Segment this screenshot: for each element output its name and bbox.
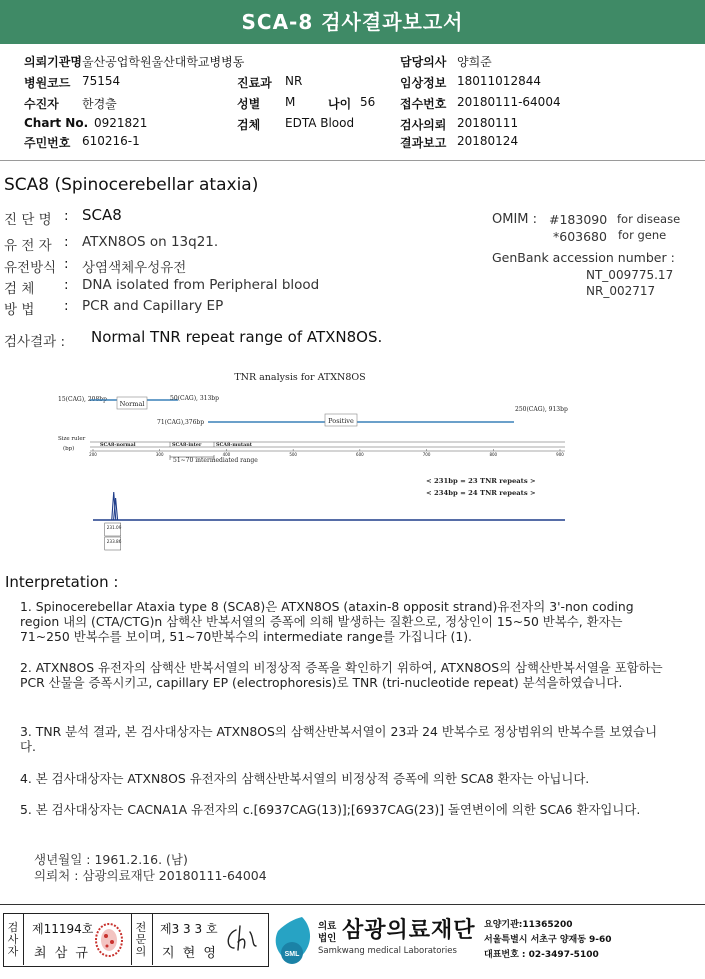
- birth-date: 생년월일 : 1961.2.16. (남): [34, 852, 188, 867]
- peak-labels: [105, 523, 122, 550]
- label-department: 진료과: [237, 76, 272, 90]
- value-chart-no: 0921821: [94, 116, 148, 130]
- label-request-date: 검사의뢰: [400, 118, 447, 132]
- stamp-seal-icon: [92, 920, 126, 960]
- info-value-inheritance: 상염색체우성유전: [82, 260, 187, 276]
- report-title: SCA-8 검사결과보고서: [0, 0, 705, 44]
- value-department: NR: [285, 74, 303, 88]
- chart-title: TNR analysis for ATXN8OS: [234, 372, 366, 383]
- section-title: SCA8 (Spinocerebellar ataxia): [4, 175, 259, 195]
- name-right: 지 현 영: [162, 946, 218, 961]
- ruler-tick-label: 900: [556, 452, 564, 457]
- genbank-label: GenBank accession number :: [492, 250, 675, 265]
- result-label: 검사결과 :: [4, 334, 66, 350]
- segment-normal: SCA8-normal: [100, 441, 136, 448]
- label-patient: 수진자: [24, 97, 59, 111]
- peak-label: 231.09: [106, 525, 122, 530]
- value-hospital-code: 75154: [82, 74, 121, 88]
- interpretation-title: Interpretation :: [5, 573, 119, 591]
- ruler-label: Size ruler: [58, 436, 86, 442]
- value-report-date: 20180124: [457, 134, 519, 148]
- license-right: 제3 3 3 호: [160, 922, 218, 936]
- label-chart-no: Chart No.: [24, 116, 89, 130]
- ruler-tick-label: 300: [155, 452, 164, 457]
- org-english: Samkwang medical Laboratories: [318, 946, 457, 956]
- info-label-gene: 유 전 자: [4, 238, 52, 254]
- ruler-tick-label: 800: [489, 452, 498, 457]
- label-doctor: 담당의사: [400, 55, 447, 69]
- label-resident-no: 주민번호: [24, 136, 71, 150]
- org-name: 삼광의료재단: [342, 918, 476, 943]
- ruler-tick-label: 700: [422, 452, 431, 457]
- info-colon: :: [64, 256, 69, 272]
- info-label-diagnosis: 진 단 명: [4, 212, 52, 228]
- org-address: 서울특별시 서초구 양재동 9-60: [484, 935, 612, 945]
- value-doctor: 양희준: [457, 55, 492, 69]
- segment-inter: SCA8-inter: [172, 441, 202, 448]
- genbank-id: NT_009775.17: [586, 268, 674, 282]
- label-accession: 접수번호: [400, 97, 447, 111]
- role-left: 검사자: [7, 921, 19, 958]
- genbank-id: NR_002717: [586, 284, 656, 298]
- range-label-positive-high: 250(CAG), 913bp: [515, 406, 568, 413]
- repeat-note: < 231bp = 23 TNR repeats >: [426, 477, 536, 485]
- intermediate-note: 51~70 intermediated range: [173, 457, 258, 464]
- label-clinical-info: 임상정보: [400, 76, 447, 90]
- ruler-tick-label: 200: [89, 452, 97, 457]
- info-label-specimen: 검 체: [4, 281, 35, 297]
- ruler-tick-label: 400: [222, 452, 231, 457]
- header-divider: [0, 160, 705, 161]
- label-age: 나이: [328, 97, 352, 111]
- info-colon: :: [64, 277, 69, 293]
- sml-logo-icon: [268, 913, 316, 967]
- value-resident-no: 610216-1: [82, 134, 140, 148]
- org-prefix-bottom: 법인: [318, 933, 337, 944]
- value-accession: 20180111-64004: [457, 95, 561, 109]
- role-right: 전문의: [135, 921, 147, 958]
- org-prefix-top: 의료: [318, 921, 337, 932]
- value-sex: M: [285, 95, 296, 109]
- label-specimen: 검체: [237, 118, 261, 132]
- value-age: 56: [360, 95, 376, 109]
- info-value-specimen: DNA isolated from Peripheral blood: [82, 277, 320, 293]
- segment-mutant: SCA8-mutant: [216, 441, 252, 448]
- range-label-normal-low: 15(CAG), 208bp: [58, 396, 107, 403]
- info-colon: :: [64, 298, 69, 314]
- interpretation-item: 1. Spinocerebellar Ataxia type 8 (SCA8)은 ATXN8OS (ataxin-8 opposit strand)유전자의 3'-non coding region 내의 (CTA/CTG)n 삼핵산 반복서열의 증폭에 의해 발생하는 질환으로, 정상인이 15~50 반복수, 환자는 71~250 반복수를 보이며, 51~70반복수의 intermediate range를 가집니다 (1).: [20, 599, 634, 644]
- range-label-normal-high: 50(CAG), 313bp: [170, 395, 219, 402]
- peak-label: 233.86: [106, 539, 122, 544]
- tnr-analysis-figure: [0, 360, 705, 560]
- info-value-diagnosis: SCA8: [82, 206, 122, 224]
- interpretation-item: 3. TNR 분석 결과, 본 검사대상자는 ATXN8OS의 삼핵산반복서열이 23과 24 반복수로 정상범위의 반복수를 보였습니다.: [20, 724, 658, 754]
- label-hospital-code: 병원코드: [24, 76, 71, 90]
- peak-group: [112, 492, 118, 520]
- signature-icon: [222, 922, 262, 956]
- footer-divider: [0, 904, 705, 905]
- ruler-tick-label: 500: [289, 452, 297, 457]
- org-code: 요양기관:11365200: [484, 920, 573, 930]
- ruler-unit: (bp): [63, 446, 75, 452]
- omim-id-disease: #183090: [549, 212, 608, 227]
- info-colon: :: [64, 234, 69, 250]
- name-left: 최 삼 규: [34, 946, 90, 961]
- omim-label: OMIM :: [492, 212, 538, 227]
- result-value: Normal TNR repeat range of ATXN8OS.: [91, 328, 383, 346]
- interpretation-item: 2. ATXN8OS 유전자의 삼핵산 반복서열의 비정상적 증폭을 확인하기 위하여, ATXN8OS의 삼핵산반복서열을 포함하는 PCR 산물을 증폭시키고, capillary EP (electrophoresis)로 TNR (tri-nucleotide repeat) 분석을하였습니다.: [20, 660, 663, 690]
- label-institution: 의뢰기관명: [24, 55, 82, 69]
- interpretation-item: 4. 본 검사대상자는 ATXN8OS 유전자의 삼핵산반복서열의 비정상적 증폭에 의한 SCA8 환자는 아닙니다.: [20, 771, 590, 786]
- value-specimen: EDTA Blood: [285, 116, 355, 130]
- requester: 의뢰처 : 삼광의료재단 20180111-64004: [34, 868, 267, 883]
- omim-desc-disease: for disease: [617, 212, 681, 226]
- repeat-note: < 234bp = 24 TNR repeats >: [426, 489, 536, 497]
- positive-region-label: Positive: [328, 417, 354, 425]
- label-sex: 성별: [237, 97, 261, 111]
- logo-text: SML: [284, 951, 300, 958]
- value-institution: 울산공업학원울산대학교병병동: [82, 55, 245, 69]
- info-value-method: PCR and Capillary EP: [82, 298, 224, 314]
- info-label-inheritance: 유전방식: [4, 260, 57, 276]
- license-left: 제11194호: [32, 922, 94, 936]
- info-label-method: 방 법: [4, 302, 35, 318]
- interpretation-item: 5. 본 검사대상자는 CACNA1A 유전자의 c.[6937CAG(13)];[6937CAG(23)] 돌연변이에 의한 SCA6 환자입니다.: [20, 802, 641, 817]
- label-report-date: 결과보고: [400, 136, 447, 150]
- omim-desc-gene: for gene: [618, 228, 667, 242]
- info-colon: :: [64, 208, 69, 224]
- info-value-gene: ATXN8OS on 13q21.: [82, 234, 219, 250]
- omim-id-gene: *603680: [553, 229, 607, 244]
- value-clinical-info: 18011012844: [457, 74, 541, 88]
- normal-region-label: Normal: [119, 400, 145, 408]
- org-phone: 대표번호 : 02-3497-5100: [484, 950, 599, 960]
- value-patient: 한경출: [82, 97, 117, 111]
- value-request-date: 20180111: [457, 116, 519, 130]
- ruler-ticks: [89, 449, 564, 457]
- range-label-positive-low: 71(CAG),376bp: [157, 419, 205, 426]
- ruler-tick-label: 600: [356, 452, 364, 457]
